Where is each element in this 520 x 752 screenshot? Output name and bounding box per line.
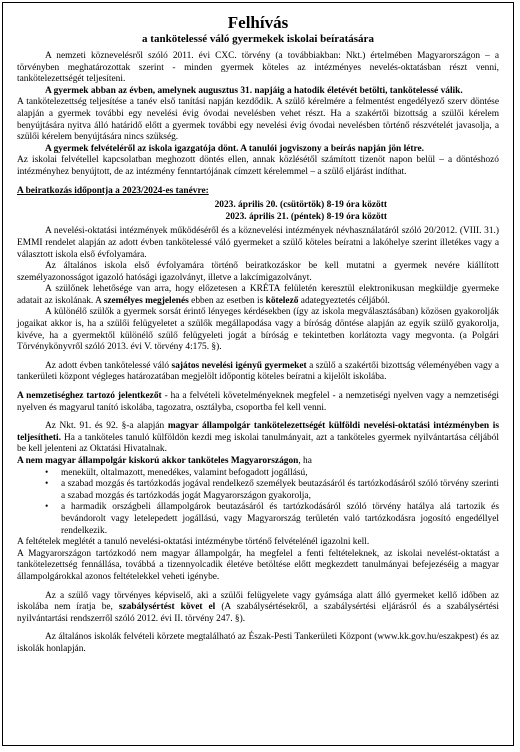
paragraph-special-needs: Az adott évben tankötelessé váló sajátos nevelési igényű gyermeket a szülő a szakértői bizottság véleményében vagy a tankerületi központ végleges határozatában megjelölt időpontig köteles beíratni a kijelölt iskolába. bbox=[17, 360, 499, 383]
paragraph-foreign-education: A Magyarországon tartózkodó nem magyar állampolgár, ha megfelel a fenti feltételeknek, az iskolai nevelést-oktatást a tankötelezettség fennállása, továbbá a tizennyolcadik életéve betöltése előtt megkezdett tanulmányai befejezéséig a magyar állampolgárokkal azonos feltételekkel veheti igénybe. bbox=[17, 548, 499, 582]
emphasis-school-age: A gyermek abban az évben, amelynek augusztus 31. napjáig a hatodik életévét betölti, tankötelessé válik. bbox=[45, 85, 463, 96]
list-item: • a harmadik országbeli állampolgárok beutazásáról és tartózkodásáról szóló törvény hatálya alá tartozik és bevándorolt vagy letelepedett jogállású, vagy Magyarország területén való tartózkodásra jogosító engedéllyel rendelkezik. bbox=[17, 502, 499, 537]
emphasis-admission-decision: A gyermek felvételéről az iskola igazgatója dönt. A tanulói jogviszony a beírás napján jön létre. bbox=[45, 143, 424, 154]
paragraph-nationality: A nemzetiséghez tartozó jelentkezőt - ha a felvételi követelményeknek megfelel - a nemzetiségi nyelven vagy a nemzetiségi nyelven és magyarul tanító iskolába, tagozatra, osztályba, csoportba fel kell venni. bbox=[17, 391, 499, 413]
list-item: • menekült, oltalmazott, menedékes, valamint befogadott jogállású, bbox=[17, 468, 499, 480]
paragraph-school-age: A gyermek abban az évben, amelynek augusztus 31. napjáig a hatodik életévét betölti, tankötelessé válik. A tankötelezettség teljesítése a tanév első tanítási napján kezdődik. A szülő kérelmére a felmentést engedélyező szerv döntése alapján a gyermek további egy nevelési évig óvodai nevelésben vehet részt. Ha a szakértői bizottság a szülői kérelem benyújtására nyitva álló határidő előtt a gyermek további egy nevelési évig óvodai nevelésben történő részvételét javasolja, a szülői kérelem benyújtására nincs szükség. bbox=[17, 85, 499, 143]
list-item: • a szabad mozgás és tartózkodás jogával rendelkező személyek beutazásáról és tartózkodásáról szóló törvény szerinti a szabad mozgás és tartózkodás jogát Magyarországon gyakorolja, bbox=[17, 479, 499, 502]
paragraph-separated-parents: A különélő szülők a gyermek sorsát érintő lényeges kérdésekben (így az iskola megválasztásában) közösen gyakorolják jogaikat akkor is, ha a szülői felügyeletet a szülők megállapodása vagy a bíróság döntése alapján az egyik szülő gyakorolja, kivéve, ha a gyermektől különélő szülő felügyeleti jogát a bíróság e tekintetben korlátozta vagy megvonta. (a Polgári Törvénykönyvről szóló 2013. évi V. törvény 4:175. §). bbox=[17, 307, 499, 353]
enrollment-date-1: 2023. április 20. (csütörtök) 8-19 óra között bbox=[214, 200, 387, 211]
paragraph-kreta: A szülőnek lehetősége van arra, hogy előzetesen a KRÉTA felületén keresztül elektronikusan megküldje gyermeke adatait az iskolának. A személyes megjelenés ebben az esetben is kötelező adategyeztetés céljából. bbox=[17, 284, 499, 306]
page-subtitle: a tankötelessé váló gyermekek iskolai beíratására bbox=[142, 33, 374, 45]
paragraph-foreign-citizens: A nem magyar állampolgár kiskorú akkor tanköteles Magyarországon, ha bbox=[17, 456, 312, 466]
paragraph-documents: Az általános iskola első évfolyamára történő beiratkozáskor be kell mutatni a gyermek nevére kiállított személyazonosságot igazoló hatósági igazolványt, illetve a lakcímigazolványt. bbox=[17, 261, 499, 283]
paragraph-abroad: Az Nkt. 91. és 92. §-a alapján magyar állampolgár tankötelezettségét külföldi nevelési-oktatási intézményben is teljesítheti. Ha a tanköteles tanuló külföldön kezdi meg iskolai tanulmányait, azt a tanköteles gyermek nyilvántartása céljából be kell jelenteni az Oktatási Hivatalnak. bbox=[17, 421, 499, 455]
foreign-citizens-list bbox=[17, 468, 499, 538]
paragraph-catchment-area: Az általános iskolák felvételi körzete megtalálható az Észak-Pesti Tankerületi Központ (www.kk.gov.hu/eszakpest) és az iskolák honlapján. bbox=[17, 632, 499, 654]
paragraph-conditions-proof: A feltételek meglétét a tanuló nevelési-oktatási intézménybe történő felvételénél igazolni kell. bbox=[17, 537, 370, 548]
page-title: Felhívás bbox=[227, 13, 289, 32]
paragraph-decree: A nevelési-oktatási intézmények működéséről és a köznevelési intézmények névhasználatáról szóló 20/2012. (VIII. 31.) EMMI rendelet alapján az adott évben tankötelessé váló gyermeket a szülő köteles beíratni a lakóhelye szerint illetékes vagy a választott iskola első évfolyamára. bbox=[17, 226, 499, 260]
paragraph-admission-decision: A gyermek felvételéről az iskola igazgatója dönt. A tanulói jogviszony a beírás napján jön létre. Az iskolai felvétellel kapcsolatban meghozott döntés ellen, annak közlésétől számított tizenöt napon belül – a döntéshozó intézményhez benyújtott, de az intézmény fenntartójának címzett kérelemmel – a szülő eljárást indíthat. bbox=[17, 143, 499, 177]
section-heading-enrollment-dates: A beiratkozás időpontja a 2023/2024-es tanévre: bbox=[17, 185, 209, 196]
enrollment-date-2: 2023. április 21. (péntek) 8-19 óra között bbox=[225, 211, 387, 222]
paragraph-offense: Az a szülő vagy törvényes képviselő, aki a szülői felügyelete vagy gyámsága alatt álló gyermeket kellő időben az iskolába nem íratja be, szabálysértést követ el (A szabálysértésekről, a szabálysértési eljárásról és a szabálysértési nyilvántartási rendszerről szóló 2012. évi II. törvény 247. §). bbox=[17, 590, 499, 624]
paragraph-intro: A nemzeti köznevelésről szóló 2011. évi CXC. törvény (a továbbiakban: Nkt.) értelmében Magyarországon – a törvényben meghatározottak szerint - minden gyermek köteles az intézményes nevelés-oktatásban részt venni, tankötelezettségét teljesíteni. bbox=[17, 51, 499, 85]
notice-page bbox=[2, 2, 514, 746]
